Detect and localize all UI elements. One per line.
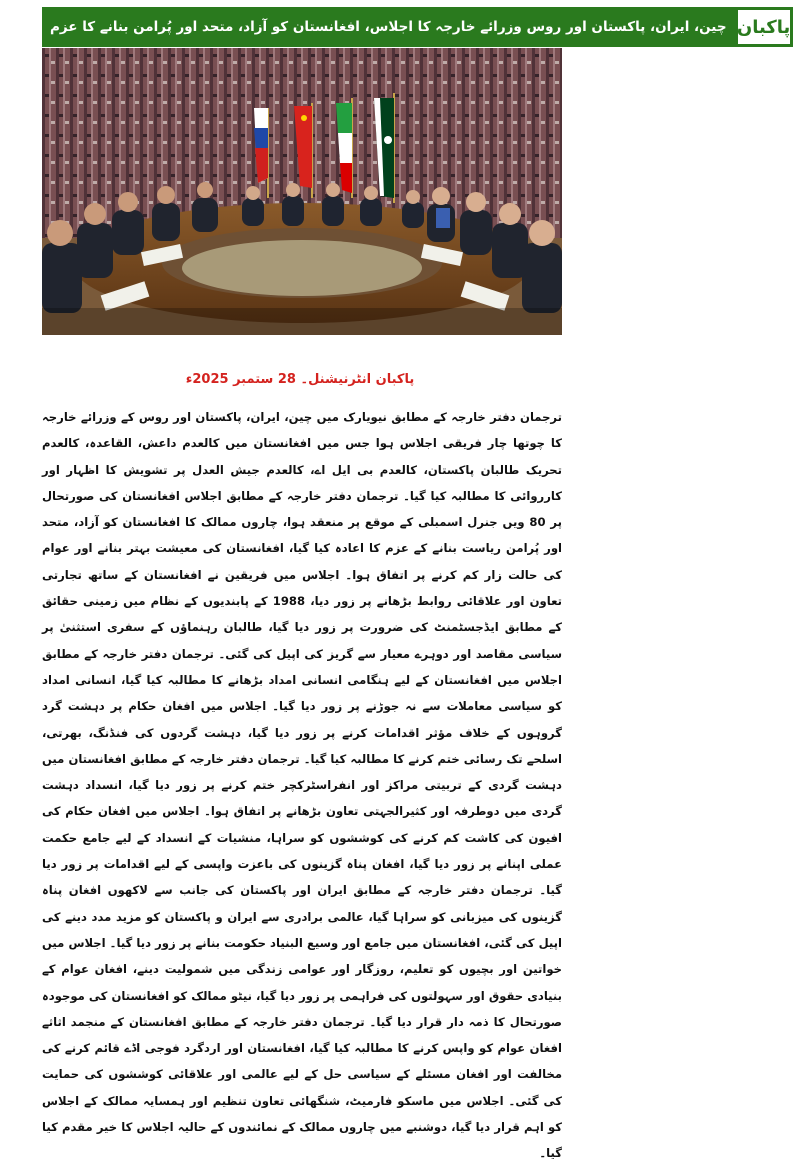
dateline: پاکبان انٹرنیشنل۔ 28 ستمبر 2025ء	[185, 372, 415, 387]
header-banner	[42, 7, 791, 47]
headline: چین، ایران، پاکستان اور روس وزرائے خارجہ کا اجلاس، افغانستان کو آزاد، متحد اور پُرامن بنانے کا عزم	[42, 7, 735, 47]
brand-logo: پاکبان	[735, 7, 793, 47]
meeting-photo	[42, 48, 562, 335]
article-body: ترجمان دفتر خارجہ کے مطابق نیویارک میں چین، ایران، پاکستان اور روس کے وزرائے خارجہ کا چوتھا چار فریقی اجلاس ہوا جس میں افغانستان میں کالعدم داعش، القاعدہ، کالعدم تحریک طالبان پاکستان، کالعدم بی ایل اے، کالعدم جیش العدل پر تشویش کا اظہار اور کارروائی کا مطالبہ کیا گیا۔ ترجمان دفتر خارجہ کے مطابق اجلاس افغانستان کی صورتحال پر 80 ویں جنرل اسمبلی کے موقع پر منعقد ہوا، چاروں ممالک کا افغانستان کو آزاد، متحد اور پُرامن ریاست بنانے کے عزم کا اعادہ کیا گیا، افغانستان کی معیشت بہتر بنانے اور عوام کی حالت زار کم کرنے پر اتفاق ہوا۔ اجلاس میں فریقین نے افغانستان کے ساتھ تجارتی تعاون اور علاقائی روابط بڑھانے پر زور دیا، 1988 کے پابندیوں کے نظام میں زمینی حقائق کے مطابق ایڈجسٹمنٹ کی ضرورت پر زور دیا گیا، طالبان رہنماؤں کے سفری استثنیٰ پر سیاسی مقاصد اور دوہرے معیار سے گریز کی اپیل کی گئی۔ ترجمان دفتر خارجہ کے مطابق اجلاس میں افغانستان کے لیے ہنگامی انسانی امداد بڑھانے کا مطالبہ کیا گیا، انسانی امداد کو سیاسی معاملات سے نہ جوڑنے پر زور دیا گیا۔ اجلاس میں افغان حکام پر دہشت گرد گروہوں کے خلاف مؤثر اقدامات کرنے پر زور دیا گیا، دہشت گردوں کی فنڈنگ، بھرتی، اسلحے تک رسائی ختم کرنے کا مطالبہ کیا گیا۔ ترجمان دفتر خارجہ کے مطابق افغانستان میں دہشت گردی کے تربیتی مراکز اور انفراسٹرکچر ختم کرنے پر زور دیا گیا، انسداد دہشت گردی میں دوطرفہ اور کثیرالجہتی تعاون بڑھانے پر اتفاق ہوا۔ اجلاس میں افغان حکام کی افیون کی کاشت کم کرنے کی کوششوں کو سراہا، منشیات کے انسداد کے لیے جامع حکمت عملی اپنانے پر زور دیا گیا، افغان پناہ گزینوں کی باعزت واپسی کے لیے اقدامات پر زور دیا گیا۔ ترجمان دفتر خارجہ کے مطابق ایران اور پاکستان کی جانب سے لاکھوں افغان پناہ گزینوں کی میزبانی کو سراہا گیا، عالمی برادری سے ایران و پاکستان کو مزید مدد دینے کی اپیل کی گئی، افغانستان میں جامع اور وسیع البنیاد حکومت بنانے پر زور دیا گیا۔ اجلاس میں خواتین اور بچیوں کو تعلیم، روزگار اور عوامی زندگی میں شمولیت دینے، افغان عوام کے بنیادی حقوق اور سہولتوں کی فراہمی پر زور دیا گیا، نیٹو ممالک کو افغانستان کی موجودہ صورتحال کا ذمہ دار قرار دیا گیا۔ ترجمان دفتر خارجہ کے مطابق افغانستان کے منجمد اثاثے افغان عوام کو واپس کرنے کا مطالبہ کیا گیا، افغانستان اور اردگرد فوجی اڈے قائم کرنے کی مخالفت اور افغان مسئلے کے سیاسی حل کے لیے عالمی اور علاقائی کوششوں کی حمایت کی گئی۔ اجلاس میں ماسکو فارمیٹ، شنگھائی تعاون تنظیم اور ہمسایہ ممالک کے اجلاس کو اہم قرار دیا گیا، دوشنبے میں چاروں ممالک کے نمائندوں کے حالیہ اجلاس کا خیر مقدم کیا گیا۔	[42, 410, 563, 1161]
